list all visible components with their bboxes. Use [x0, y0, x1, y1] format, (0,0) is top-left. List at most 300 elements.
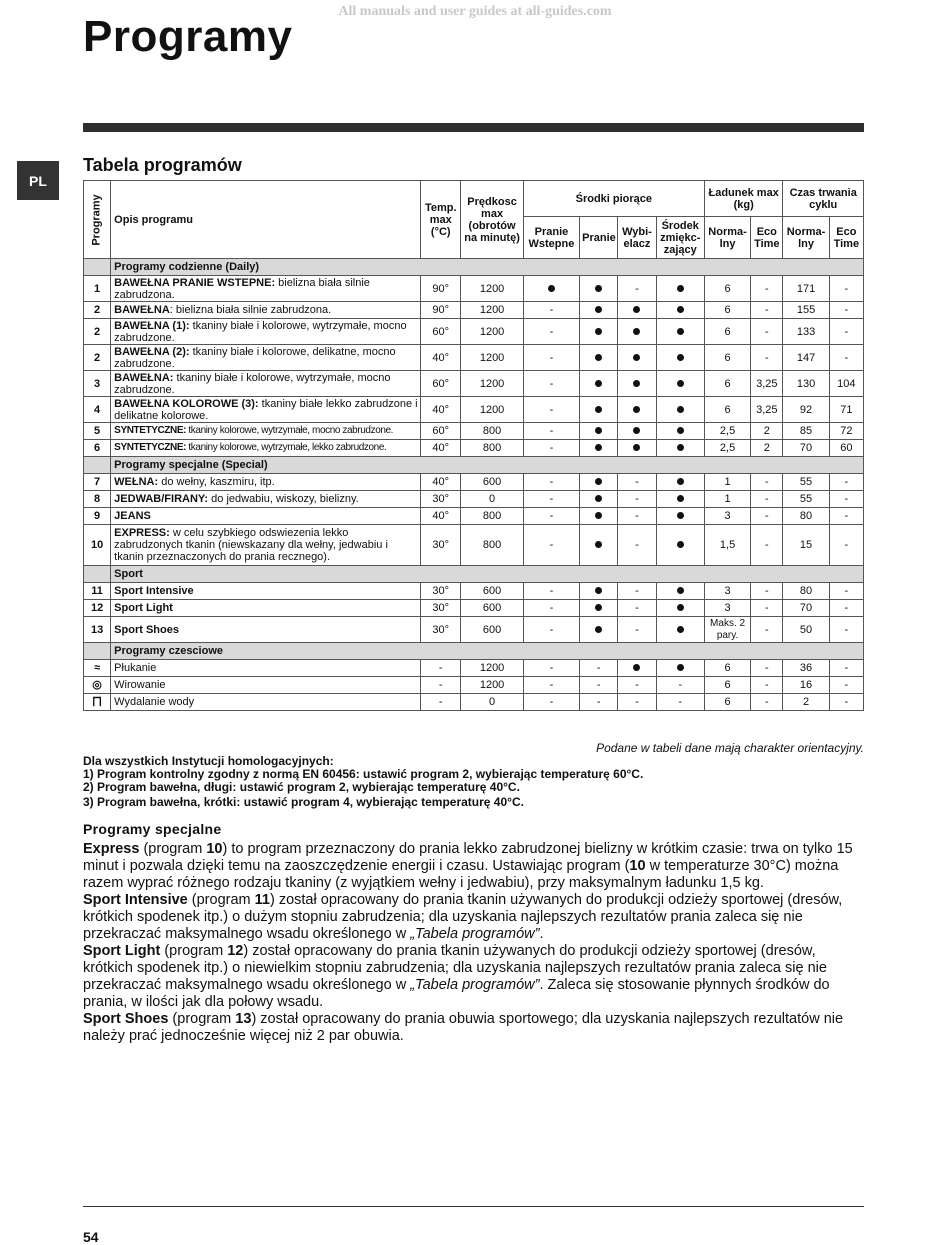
header-eco-time: Eco Time: [829, 217, 863, 259]
bullet-icon: [580, 397, 618, 423]
bullet-icon: [633, 406, 640, 413]
cell-n1: 6: [704, 319, 750, 345]
cell-c3: -: [618, 617, 656, 643]
bullet-icon: [595, 354, 602, 361]
cell-temp: 40°: [421, 397, 461, 423]
table-row: [84, 600, 864, 617]
cell-n2: 55: [783, 491, 829, 508]
bullet-icon: [677, 285, 684, 292]
bullet-icon: [523, 276, 579, 302]
cell-n2: 50: [783, 617, 829, 643]
bullet-icon: [656, 423, 704, 440]
header-zmiekczajacy: Środek zmiękc-zający: [656, 217, 704, 259]
program-name: JEANS: [114, 510, 151, 522]
program-name: SYNTETYCZNE:: [114, 442, 187, 453]
program-description: [111, 397, 421, 423]
cell-c2: -: [580, 677, 618, 694]
sport-light-paragraph: Sport Light (program 12) został opracowany do prania tkanin używanych do produkcji odzieży sportowej (dresów, krótkich spodenek itp.) o niewielkim stopniu zabrudzenia; dla uzyskania najlepszych rezultatów prania zaleca się nie przekraczać maksymalnego wsadu określonego w „Tabela programów”. Zaleca się stosowanie płynnych środków do prania, w ilości jak dla połowy wsadu.: [83, 943, 830, 1010]
bullet-icon: [656, 302, 704, 319]
cell-e2: -: [829, 525, 863, 566]
bullet-icon: [595, 306, 602, 313]
homologation-line: 1) Program kontrolny zgodny z normą EN 60456: ustawić program 2, wybierając temperaturę 60°C.: [83, 767, 644, 781]
table-row: [84, 660, 864, 677]
cell-e1: -: [751, 677, 783, 694]
cell-c2: -: [580, 660, 618, 677]
bullet-icon: [656, 660, 704, 677]
program-number: 1: [84, 276, 111, 302]
cell-speed: 1200: [461, 371, 523, 397]
program-number: 2: [84, 319, 111, 345]
cell-n2: 155: [783, 302, 829, 319]
cell-n1: 1,5: [704, 525, 750, 566]
cell-temp: -: [421, 660, 461, 677]
cell-c1: -: [523, 525, 579, 566]
program-description: [111, 276, 421, 302]
cell-n2: 147: [783, 345, 829, 371]
program-detail: do jedwabiu, wiskozy, bielizny.: [208, 493, 359, 505]
program-description: [111, 600, 421, 617]
cell-e1: -: [751, 617, 783, 643]
bullet-icon: [580, 423, 618, 440]
bullet-icon: [656, 397, 704, 423]
cell-c3: -: [618, 677, 656, 694]
bullet-icon: [595, 587, 602, 594]
cell-speed: 800: [461, 440, 523, 457]
bullet-icon: [677, 306, 684, 313]
bullet-icon: [595, 604, 602, 611]
program-name: BAWEŁNA: [114, 304, 170, 316]
bullet-icon: [656, 525, 704, 566]
program-name: BAWEŁNA PRANIE WSTEPNE:: [114, 276, 276, 289]
cell-temp: 90°: [421, 276, 461, 302]
express-paragraph: Express (program 10) to program przeznaczony do prania lekko zabrudzonej bielizny w krótkim czasie: trwa on tylko 15 minut i pozwala dzięki temu na zaoszczędzenie energii i czasu. Ustawiając program (10 w temperaturze 30°C) można razem wyprać różnego rodzaju tkaniny (z wyjątkiem wełny i jedwabiu), przy maksymalnym ładunku 1,5 kg.: [83, 841, 853, 891]
program-number: 9: [84, 508, 111, 525]
cell-e2: 72: [829, 423, 863, 440]
bullet-icon: [618, 371, 656, 397]
cell-n2: 80: [783, 508, 829, 525]
cell-temp: 30°: [421, 600, 461, 617]
group-title: Programy specjalne (Special): [111, 457, 864, 474]
bullet-icon: [633, 328, 640, 335]
header-pranie-wstepne: Pranie Wstepne: [523, 217, 579, 259]
bullet-icon: [656, 491, 704, 508]
table-row: [84, 525, 864, 566]
cell-e1: -: [751, 474, 783, 491]
cell-c4: -: [656, 677, 704, 694]
header-srodki: Środki piorące: [523, 181, 704, 217]
header-ladunek: Ładunek max (kg): [704, 181, 782, 217]
bullet-icon: [677, 328, 684, 335]
sport-intensive-paragraph: Sport Intensive (program 11) został opracowany do prania tkanin używanych do produkcji odzieży sportowej (dresów, krótkich spodenek itp.) o dużym stopniu zabrudzenia; dla uzyskania najlepszych rezultatów prania zaleca się nie przekraczać maksymalnego wsadu określonego w „Tabela programów”.: [83, 892, 843, 942]
cell-temp: 60°: [421, 371, 461, 397]
cell-n1: 6: [704, 677, 750, 694]
program-description: [111, 508, 421, 525]
language-badge: PL: [17, 161, 59, 200]
header-opis: Opis programu: [111, 181, 421, 259]
cell-e1: -: [751, 345, 783, 371]
cell-e1: -: [751, 319, 783, 345]
bullet-icon: [580, 440, 618, 457]
program-name: Sport Shoes: [114, 623, 179, 636]
cell-e2: -: [829, 491, 863, 508]
bullet-icon: [677, 626, 684, 633]
bullet-icon: [656, 276, 704, 302]
program-description: [111, 474, 421, 491]
cell-n2: 80: [783, 583, 829, 600]
bullet-icon: [580, 600, 618, 617]
header-pranie: Pranie: [580, 217, 618, 259]
homologation-line: 2) Program bawełna, długi: ustawić program 2, wybierając temperaturę 40°C.: [83, 780, 520, 794]
cell-speed: 1200: [461, 677, 523, 694]
cell-n2: 133: [783, 319, 829, 345]
bullet-icon: [580, 319, 618, 345]
bullet-icon: [595, 406, 602, 413]
cell-n1: 3: [704, 583, 750, 600]
cell-e1: -: [751, 525, 783, 566]
header-programy: Programy: [84, 181, 111, 259]
bullet-icon: [580, 508, 618, 525]
cell-speed: 600: [461, 617, 523, 643]
cell-c1: -: [523, 617, 579, 643]
program-detail: Wydalanie wody: [114, 696, 195, 708]
cell-temp: 30°: [421, 617, 461, 643]
cell-speed: 1200: [461, 302, 523, 319]
drain-icon: ⨅: [84, 694, 111, 711]
program-number: 10: [84, 525, 111, 566]
program-detail: bielizna biała silnie zabrudzona.: [114, 276, 370, 301]
cell-temp: 40°: [421, 345, 461, 371]
cell-e2: 104: [829, 371, 863, 397]
bullet-icon: [677, 444, 684, 451]
spin-icon: ◎: [84, 677, 111, 694]
cell-speed: 800: [461, 423, 523, 440]
cell-e2: -: [829, 583, 863, 600]
cell-c1: -: [523, 371, 579, 397]
bullet-icon: [677, 427, 684, 434]
program-detail: tkaniny białe i kolorowe, wytrzymałe, mocno zabrudzone.: [114, 371, 391, 396]
program-name: EXPRESS:: [114, 527, 170, 539]
cell-e1: 3,25: [751, 371, 783, 397]
bullet-icon: [580, 525, 618, 566]
cell-speed: 1200: [461, 345, 523, 371]
program-name: JEDWAB/FIRANY:: [114, 493, 209, 505]
cell-e2: -: [829, 508, 863, 525]
page-title: Programy: [83, 12, 293, 61]
program-description: [111, 677, 421, 694]
bullet-icon: [580, 617, 618, 643]
bullet-icon: [595, 444, 602, 451]
program-detail: w celu szybkiego odswiezenia lekko zabrudzonych tkanin (niewskazany dla wełny, jedwabiu i tkanin przeznaczonych do prania recznego).: [114, 527, 388, 563]
table-row: [84, 617, 864, 643]
header-normalny-load: Norma-lny: [704, 217, 750, 259]
cell-c1: -: [523, 660, 579, 677]
bullet-icon: [677, 478, 684, 485]
program-number: 12: [84, 600, 111, 617]
cell-e1: -: [751, 508, 783, 525]
homologation-notes: [83, 755, 643, 809]
bullet-icon: [677, 406, 684, 413]
table-row: [84, 397, 864, 423]
cell-n2: 16: [783, 677, 829, 694]
program-detail: : bielizna biała silnie zabrudzona.: [169, 304, 332, 316]
bullet-icon: [618, 345, 656, 371]
cell-speed: 600: [461, 600, 523, 617]
cell-e2: -: [829, 617, 863, 643]
bullet-icon: [677, 604, 684, 611]
table-row: [84, 583, 864, 600]
bullet-icon: [656, 508, 704, 525]
special-programs-title: Programy specjalne: [83, 821, 222, 837]
bullet-icon: [677, 380, 684, 387]
cell-n1: 6: [704, 397, 750, 423]
page-number: 54: [83, 1229, 99, 1245]
cell-c3: -: [618, 508, 656, 525]
bullet-icon: [580, 583, 618, 600]
cell-n1: 3: [704, 508, 750, 525]
cell-c1: -: [523, 491, 579, 508]
cell-n2: 130: [783, 371, 829, 397]
bullet-icon: [580, 276, 618, 302]
bullet-icon: [656, 319, 704, 345]
bullet-icon: [618, 440, 656, 457]
cell-temp: -: [421, 677, 461, 694]
sport-shoes-paragraph: Sport Shoes (program 13) został opracowany do prania obuwia sportowego; dla uzyskania najlepszych rezultatów nie należy prać jednocześnie więcej niż 2 par obuwia.: [83, 1011, 844, 1044]
cell-e2: -: [829, 677, 863, 694]
bullet-icon: [595, 626, 602, 633]
program-number: 13: [84, 617, 111, 643]
cell-c1: -: [523, 319, 579, 345]
table-row: [84, 491, 864, 508]
cell-e2: 60: [829, 440, 863, 457]
bullet-icon: [618, 397, 656, 423]
table-row: [84, 276, 864, 302]
bullet-icon: [580, 302, 618, 319]
program-name: Sport Light: [114, 602, 173, 614]
program-detail: tkaniny białe i kolorowe, delikatne, mocno zabrudzone.: [114, 345, 396, 370]
cell-n2: 55: [783, 474, 829, 491]
bullet-icon: [677, 587, 684, 594]
bullet-icon: [580, 474, 618, 491]
bullet-icon: [677, 664, 684, 671]
table-row: [84, 474, 864, 491]
homologation-title: Dla wszystkich Instytucji homologacyjnych:: [83, 754, 334, 768]
program-name: WEŁNA:: [114, 476, 159, 488]
program-detail: tkaniny białe i kolorowe, wytrzymałe, mocno zabrudzone.: [114, 319, 407, 344]
cell-e1: -: [751, 600, 783, 617]
program-description: [111, 491, 421, 508]
program-detail: tkaniny białe lekko zabrudzone i delikatne kolorowe.: [114, 397, 418, 422]
cell-c2: -: [580, 694, 618, 711]
table-row: [84, 371, 864, 397]
cell-e1: -: [751, 491, 783, 508]
group-title: Sport: [111, 566, 864, 583]
cell-e2: 71: [829, 397, 863, 423]
program-description: [111, 345, 421, 371]
group-row: [84, 259, 864, 276]
program-detail: Wirowanie: [114, 679, 166, 691]
cell-n2: 2: [783, 694, 829, 711]
bullet-icon: [595, 328, 602, 335]
bullet-icon: [656, 583, 704, 600]
cell-temp: 40°: [421, 440, 461, 457]
bullet-icon: [595, 512, 602, 519]
bullet-icon: [580, 371, 618, 397]
program-description: [111, 525, 421, 566]
cell-temp: 30°: [421, 525, 461, 566]
cell-c1: -: [523, 302, 579, 319]
title-divider: [83, 123, 864, 132]
cell-temp: -: [421, 694, 461, 711]
cell-temp: 40°: [421, 508, 461, 525]
bullet-icon: [633, 380, 640, 387]
program-description: [111, 302, 421, 319]
cell-speed: 1200: [461, 319, 523, 345]
cell-speed: 1200: [461, 276, 523, 302]
group-row: [84, 566, 864, 583]
header-normalny-time: Norma-lny: [783, 217, 829, 259]
bullet-icon: [656, 345, 704, 371]
program-number: 4: [84, 397, 111, 423]
cell-c1: -: [523, 345, 579, 371]
program-number: 2: [84, 345, 111, 371]
cell-n1: 6: [704, 345, 750, 371]
program-name: BAWEŁNA (2):: [114, 345, 190, 358]
cell-e1: -: [751, 276, 783, 302]
table-row: [84, 694, 864, 711]
program-detail: tkaniny kolorowe, wytrzymałe, mocno zabrudzone.: [186, 425, 394, 436]
header-wybielacz: Wybi-elacz: [618, 217, 656, 259]
program-name: Sport Intensive: [114, 585, 194, 597]
cell-n1: 6: [704, 694, 750, 711]
program-number: 2: [84, 302, 111, 319]
cell-c3: -: [618, 276, 656, 302]
cell-n2: 70: [783, 440, 829, 457]
bullet-icon: [580, 491, 618, 508]
cell-c1: -: [523, 423, 579, 440]
cell-n2: 70: [783, 600, 829, 617]
cell-temp: 30°: [421, 491, 461, 508]
cell-c1: -: [523, 600, 579, 617]
bullet-icon: [595, 380, 602, 387]
cell-e1: -: [751, 694, 783, 711]
bullet-icon: [677, 512, 684, 519]
program-name: BAWEŁNA:: [114, 371, 174, 384]
special-programs-text: [83, 841, 868, 1045]
cell-e1: -: [751, 660, 783, 677]
program-name: BAWEŁNA (1):: [114, 319, 190, 332]
cell-speed: 1200: [461, 660, 523, 677]
cell-c4: -: [656, 694, 704, 711]
cell-c1: -: [523, 397, 579, 423]
bullet-icon: [618, 660, 656, 677]
cell-c3: -: [618, 474, 656, 491]
group-row: [84, 643, 864, 660]
cell-n1: 3: [704, 600, 750, 617]
homologation-line: 3) Program bawełna, krótki: ustawić program 4, wybierając temperaturę 40°C.: [83, 795, 524, 809]
footer-divider: [83, 1206, 864, 1207]
cell-n2: 171: [783, 276, 829, 302]
cell-e2: -: [829, 276, 863, 302]
program-number: 11: [84, 583, 111, 600]
bullet-icon: [633, 664, 640, 671]
program-description: [111, 617, 421, 643]
table-row: [84, 345, 864, 371]
program-detail: tkaniny kolorowe, wytrzymałe, lekko zabrudzone.: [186, 442, 387, 453]
cell-temp: 30°: [421, 583, 461, 600]
cell-e2: -: [829, 302, 863, 319]
cell-n2: 85: [783, 423, 829, 440]
cell-n2: 92: [783, 397, 829, 423]
cell-n1: 6: [704, 371, 750, 397]
cell-e2: -: [829, 660, 863, 677]
cell-e1: 2: [751, 423, 783, 440]
cell-e2: -: [829, 474, 863, 491]
group-title: Programy codzienne (Daily): [111, 259, 864, 276]
program-number: 6: [84, 440, 111, 457]
cell-c1: -: [523, 583, 579, 600]
header-eco-load: Eco Time: [751, 217, 783, 259]
program-detail: Płukanie: [114, 662, 157, 674]
cell-n1: 1: [704, 491, 750, 508]
program-description: [111, 423, 421, 440]
bullet-icon: [656, 600, 704, 617]
cell-temp: 40°: [421, 474, 461, 491]
program-name: BAWEŁNA KOLOROWE (3):: [114, 397, 259, 410]
program-description: [111, 319, 421, 345]
table-note: Podane w tabeli dane mają charakter orientacyjny.: [596, 741, 864, 755]
cell-e1: 2: [751, 440, 783, 457]
program-description: [111, 371, 421, 397]
cell-speed: 600: [461, 474, 523, 491]
bullet-icon: [677, 354, 684, 361]
cell-n1: 2,5: [704, 440, 750, 457]
bullet-icon: [677, 541, 684, 548]
bullet-icon: [618, 302, 656, 319]
cell-c3: -: [618, 491, 656, 508]
program-table: [83, 180, 864, 711]
bullet-icon: [595, 285, 602, 292]
cell-n1: 6: [704, 276, 750, 302]
watermark: All manuals and user guides at all-guides.com: [338, 4, 612, 19]
cell-e2: -: [829, 319, 863, 345]
cell-temp: 60°: [421, 319, 461, 345]
bullet-icon: [595, 478, 602, 485]
bullet-icon: [595, 427, 602, 434]
group-row: [84, 457, 864, 474]
cell-e2: -: [829, 600, 863, 617]
table-row: [84, 440, 864, 457]
cell-c1: -: [523, 508, 579, 525]
cell-n1: 6: [704, 660, 750, 677]
section-title: Tabela programów: [83, 155, 242, 175]
rinse-icon: ≈: [84, 660, 111, 677]
program-number: 5: [84, 423, 111, 440]
group-title: Programy czesciowe: [111, 643, 864, 660]
cell-c1: -: [523, 694, 579, 711]
bullet-icon: [618, 423, 656, 440]
cell-speed: 1200: [461, 397, 523, 423]
program-number: 7: [84, 474, 111, 491]
program-detail: do wełny, kaszmiru, itp.: [158, 476, 275, 488]
cell-speed: 800: [461, 525, 523, 566]
table-row: [84, 677, 864, 694]
bullet-icon: [595, 495, 602, 502]
cell-n1: Maks. 2 pary.: [704, 617, 750, 643]
program-number: 3: [84, 371, 111, 397]
cell-e2: -: [829, 694, 863, 711]
cell-c3: -: [618, 525, 656, 566]
cell-n2: 15: [783, 525, 829, 566]
